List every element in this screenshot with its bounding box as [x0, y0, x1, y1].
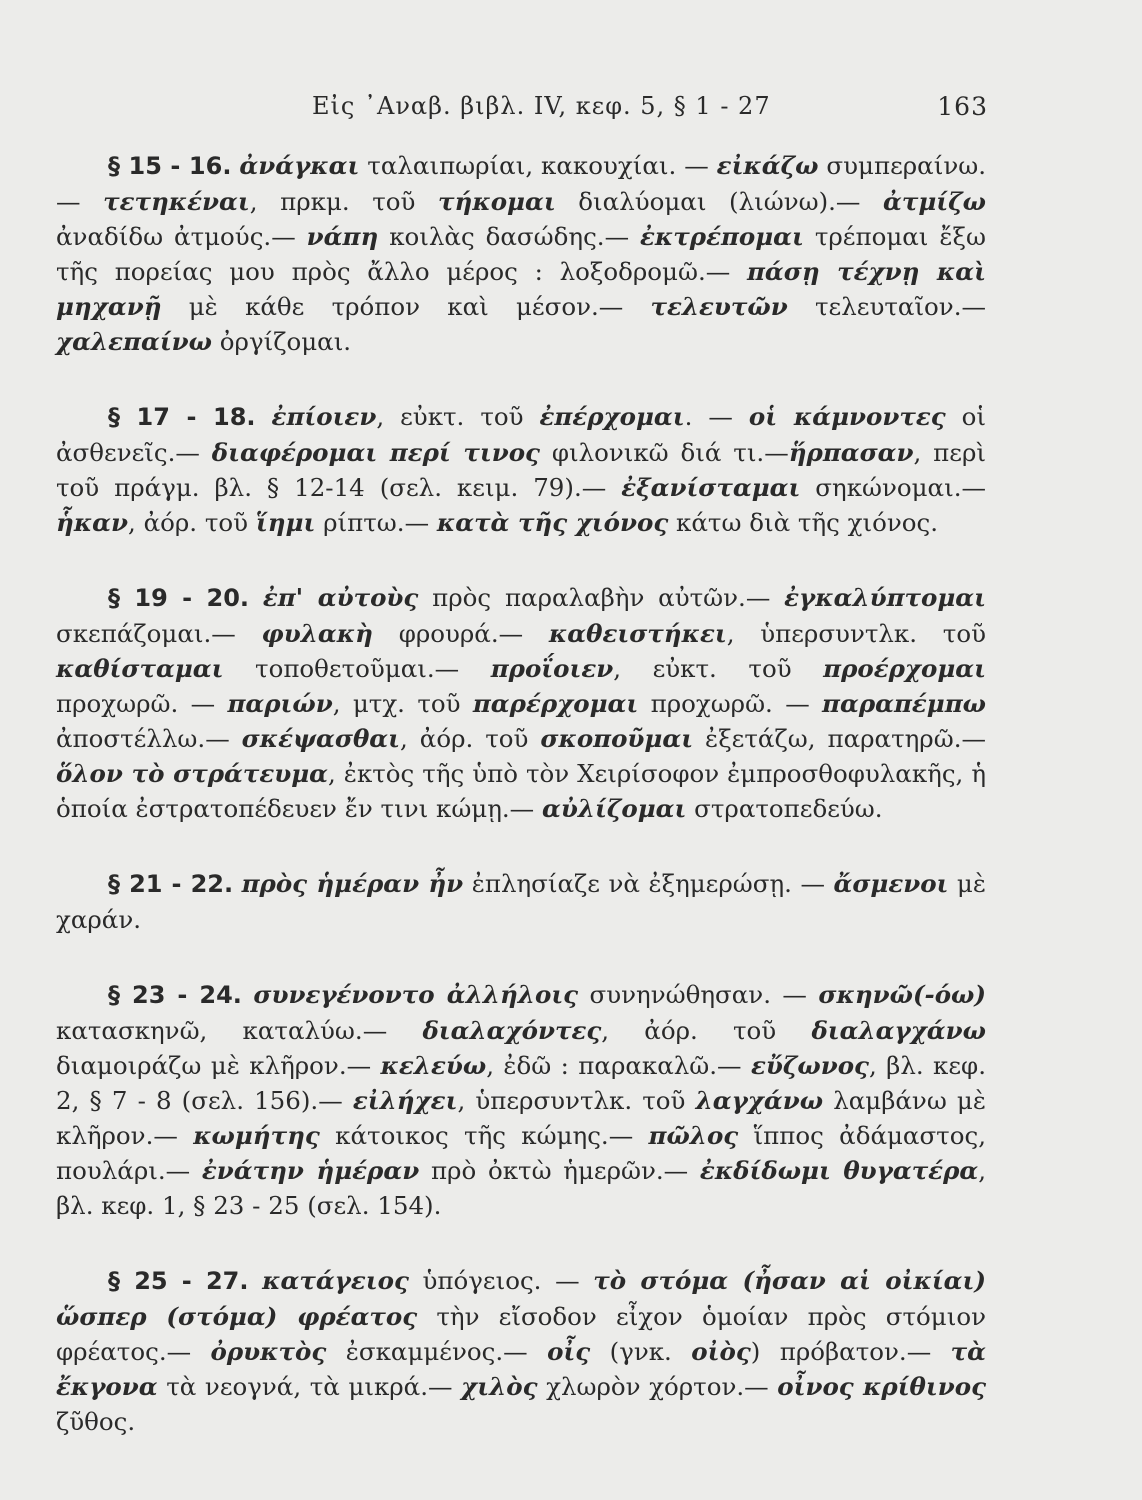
- lemma-term: καθίσταμαι: [56, 654, 224, 683]
- lemma-term: κατὰ τῆς χιόνος: [436, 508, 669, 537]
- gloss-text: ἵππος ἀδάμαστος, πουλάρι.—: [56, 1121, 986, 1185]
- lemma-term: παρέρχομαι: [472, 689, 639, 718]
- gloss-text: ) πρόβατον.—: [750, 1337, 951, 1366]
- lemma-term: καθειστήκει: [548, 619, 727, 648]
- page-number: 163: [937, 92, 988, 121]
- lemma-term: προέρχομαι: [823, 654, 986, 683]
- lemma-term: πάσῃ τέχνῃ καὶ μηχανῇ: [56, 257, 986, 321]
- gloss-text: , εὐκτ. τοῦ: [613, 654, 824, 683]
- section-paragraph: [56, 977, 986, 1223]
- gloss-text: συνηνώθησαν. —: [578, 980, 819, 1009]
- lemma-term: τὰ ἔκγονα: [56, 1337, 986, 1401]
- section-paragraph: [56, 580, 986, 826]
- gloss-text: , βλ. κεφ. 1, § 23 - 25 (σελ. 154).: [56, 1156, 987, 1220]
- lemma-term: ἐπίοιεν: [271, 402, 377, 431]
- gloss-text: τὴν εἴσοδον εἶχον ὁμοίαν πρὸς στόμιον φρέατος.—: [56, 1302, 986, 1366]
- lemma-term: λαγχάνω: [695, 1086, 824, 1115]
- gloss-text: οἱ ἀσθενεῖς.—: [56, 402, 986, 467]
- section-paragraph: [56, 1263, 986, 1439]
- lemma-term: τήκομαι: [438, 187, 556, 216]
- gloss-text: χλωρὸν χόρτον.—: [537, 1372, 778, 1401]
- gloss-text: τοποθετοῦμαι.—: [223, 654, 491, 683]
- lemma-term: ἄσμενοι: [833, 869, 949, 898]
- gloss-text: ἐπλησίαζε νὰ ἐξημερώσῃ. —: [463, 869, 834, 898]
- gloss-text: , ἐκτὸς τῆς ὑπὸ τὸν Χειρίσοφον ἐμπροσθοφυλακῆς, ἡ ὁποία ἐστρατοπέδευεν ἔν τινι κώμῃ.—: [56, 759, 986, 823]
- gloss-text: φρουρά.—: [372, 619, 549, 648]
- lemma-term: διαφέρομαι περί τινος: [211, 438, 540, 467]
- lemma-term: ἐγκαλύπτομαι: [784, 583, 987, 612]
- lemma-term: σκοποῦμαι: [540, 724, 694, 753]
- gloss-text: σκεπάζομαι.—: [56, 619, 262, 648]
- lemma-term: διαλαχόντες: [422, 1016, 602, 1045]
- gloss-text: τελευταῖον.—: [787, 292, 986, 321]
- section-heading: § 17 - 18.: [108, 403, 256, 431]
- gloss-text: , βλ. κεφ. 2, § 7 - 8 (σελ. 156).—: [56, 1051, 986, 1115]
- lemma-term: ἐπ' αὐτοὺς: [262, 583, 419, 612]
- lemma-term: εὔζωνος: [750, 1051, 869, 1080]
- lemma-term: χαλεπαίνω: [56, 327, 213, 356]
- section-heading: § 19 - 20.: [108, 584, 250, 612]
- lemma-term: τὸ στόμα (ἦσαν αἱ οἰκίαι) ὥσπερ (στόμα) φρέατος: [56, 1266, 986, 1331]
- gloss-text: . —: [684, 402, 749, 431]
- gloss-text: μὲ χαράν.: [56, 869, 986, 934]
- lemma-term: ἀνάγκαι: [239, 151, 360, 180]
- lemma-term: κωμήτης: [193, 1121, 320, 1150]
- lemma-term: αὐλίζομαι: [541, 794, 687, 823]
- gloss-text: σηκώνομαι.—: [800, 473, 986, 502]
- section-heading: § 15 - 16.: [108, 152, 232, 180]
- lemma-term: ἐξανίσταμαι: [621, 473, 801, 502]
- gloss-text: τὰ νεογνά, τὰ μικρά.—: [157, 1372, 462, 1401]
- lemma-term: φυλακὴ: [261, 619, 373, 648]
- gloss-text: ἀναδίδω ἀτμούς.—: [56, 222, 307, 251]
- lemma-term: οἱ κάμνοντες: [748, 402, 946, 431]
- section-paragraph: [56, 148, 986, 359]
- gloss-text: προχωρῶ. —: [56, 689, 228, 718]
- commentary-body: [56, 148, 986, 1479]
- lemma-term: οἶνος κρίθινος: [777, 1372, 987, 1401]
- lemma-term: ἐπέρχομαι: [539, 402, 685, 431]
- gloss-text: στρατοπεδεύω.: [686, 794, 883, 823]
- lemma-term: νάπη: [306, 222, 379, 251]
- lemma-term: πῶλος: [648, 1121, 739, 1150]
- gloss-text: , περὶ τοῦ πράγμ. βλ. § 12-14 (σελ. κειμ. 79).—: [56, 438, 986, 502]
- gloss-text: πρὸ ὀκτὼ ἡμερῶν.—: [419, 1156, 700, 1185]
- lemma-term: παριών: [227, 689, 333, 718]
- section-heading: § 21 - 22.: [108, 870, 234, 898]
- lemma-term: διαλαγχάνω: [811, 1016, 986, 1045]
- lemma-term: ὀρυκτὸς: [210, 1337, 327, 1366]
- lemma-term: ἥρπασαν: [788, 438, 914, 467]
- gloss-text: φιλονικῶ διά τι.—: [539, 438, 789, 467]
- lemma-term: συνεγένοντο ἀλλήλοις: [253, 980, 579, 1009]
- gloss-text: , εὐκτ. τοῦ: [376, 402, 540, 431]
- gloss-text: ἀποστέλλω.—: [56, 724, 242, 753]
- lemma-term: ἀτμίζω: [883, 187, 986, 216]
- lemma-term: εἰλήχει: [352, 1086, 458, 1115]
- gloss-text: ὑπόγειος. —: [408, 1266, 594, 1295]
- gloss-text: ταλαιπωρίαι, κακουχίαι. —: [359, 151, 717, 180]
- gloss-text: λαμβάνω μὲ κλῆρον.—: [56, 1086, 986, 1150]
- gloss-text: κοιλὰς δασώδης.—: [378, 222, 641, 251]
- lemma-term: οἰὸς: [691, 1337, 751, 1366]
- gloss-text: διαμοιράζω μὲ κλῆρον.—: [56, 1051, 381, 1080]
- lemma-term: ἧκαν: [56, 508, 129, 537]
- gloss-text: κατασκηνῶ, καταλύω.—: [56, 1016, 423, 1045]
- section-heading: § 23 - 24.: [108, 981, 242, 1009]
- lemma-term: κελεύω: [380, 1051, 487, 1080]
- gloss-text: ἐξετάζω, παρατηρῶ.—: [693, 724, 986, 753]
- lemma-term: παραπέμπω: [822, 689, 986, 718]
- gloss-text: μὲ κάθε τρόπον καὶ μέσον.—: [161, 292, 651, 321]
- lemma-term: ἐκδίδωμι θυγατέρα: [699, 1156, 979, 1185]
- lemma-term: ἐκτρέπομαι: [640, 222, 804, 251]
- lemma-term: σκηνῶ(-όω): [818, 980, 986, 1009]
- gloss-text: , μτχ. τοῦ: [332, 689, 473, 718]
- gloss-text: πρὸς παραλαβὴν αὐτῶν.—: [418, 583, 785, 612]
- lemma-term: ἵημι: [255, 508, 316, 537]
- gloss-text: , ἀόρ. τοῦ: [128, 508, 256, 537]
- lemma-term: τετηκέναι: [103, 187, 250, 216]
- lemma-term: τελευτῶν: [650, 292, 788, 321]
- lemma-term: ὅλον τὸ στράτευμα: [56, 759, 329, 788]
- lemma-term: σκέψασθαι: [241, 724, 401, 753]
- lemma-term: εἰκάζω: [716, 151, 819, 180]
- gloss-text: κάτω διὰ τῆς χιόνος.: [668, 508, 939, 537]
- gloss-text: , ὑπερσυντλκ. τοῦ: [726, 619, 986, 648]
- section-paragraph: [56, 866, 986, 937]
- gloss-text: διαλύομαι (λιώνω).—: [555, 187, 884, 216]
- gloss-text: , ὑπερσυντλκ. τοῦ: [457, 1086, 696, 1115]
- lemma-term: οἶς: [547, 1337, 591, 1366]
- lemma-term: πρὸς ἡμέραν ἦν: [241, 869, 464, 898]
- gloss-text: ζῦθος.: [56, 1407, 136, 1436]
- gloss-text: , ἐδῶ : παρακαλῶ.—: [486, 1051, 751, 1080]
- gloss-text: ὀργίζομαι.: [212, 327, 352, 356]
- running-header: [0, 92, 1142, 128]
- lemma-term: κατάγειος: [262, 1266, 409, 1295]
- lemma-term: προΐοιεν: [490, 654, 614, 683]
- gloss-text: προχωρῶ. —: [638, 689, 823, 718]
- lemma-term: χιλὸς: [461, 1372, 538, 1401]
- lemma-term: ἐνάτην ἡμέραν: [201, 1156, 420, 1185]
- gloss-text: (γνκ.: [590, 1337, 692, 1366]
- gloss-text: κάτοικος τῆς κώμης.—: [319, 1121, 649, 1150]
- gloss-text: , ἀόρ. τοῦ: [400, 724, 541, 753]
- section-paragraph: [56, 399, 986, 540]
- gloss-text: συμπεραίνω.—: [56, 151, 986, 216]
- gloss-text: ρίπτω.—: [315, 508, 437, 537]
- gloss-text: τρέπομαι ἔξω τῆς πορείας μου πρὸς ἄλλο μέρος : λοξοδρομῶ.—: [56, 222, 986, 286]
- gloss-text: ἐσκαμμένος.—: [326, 1337, 548, 1366]
- gloss-text: , πρκμ. τοῦ: [249, 187, 439, 216]
- gloss-text: , ἀόρ. τοῦ: [601, 1016, 812, 1045]
- section-heading: § 25 - 27.: [108, 1267, 249, 1295]
- running-title: Εἰς ᾿Αναβ. βιβλ. IV, κεφ. 5, § 1 - 27: [312, 92, 771, 120]
